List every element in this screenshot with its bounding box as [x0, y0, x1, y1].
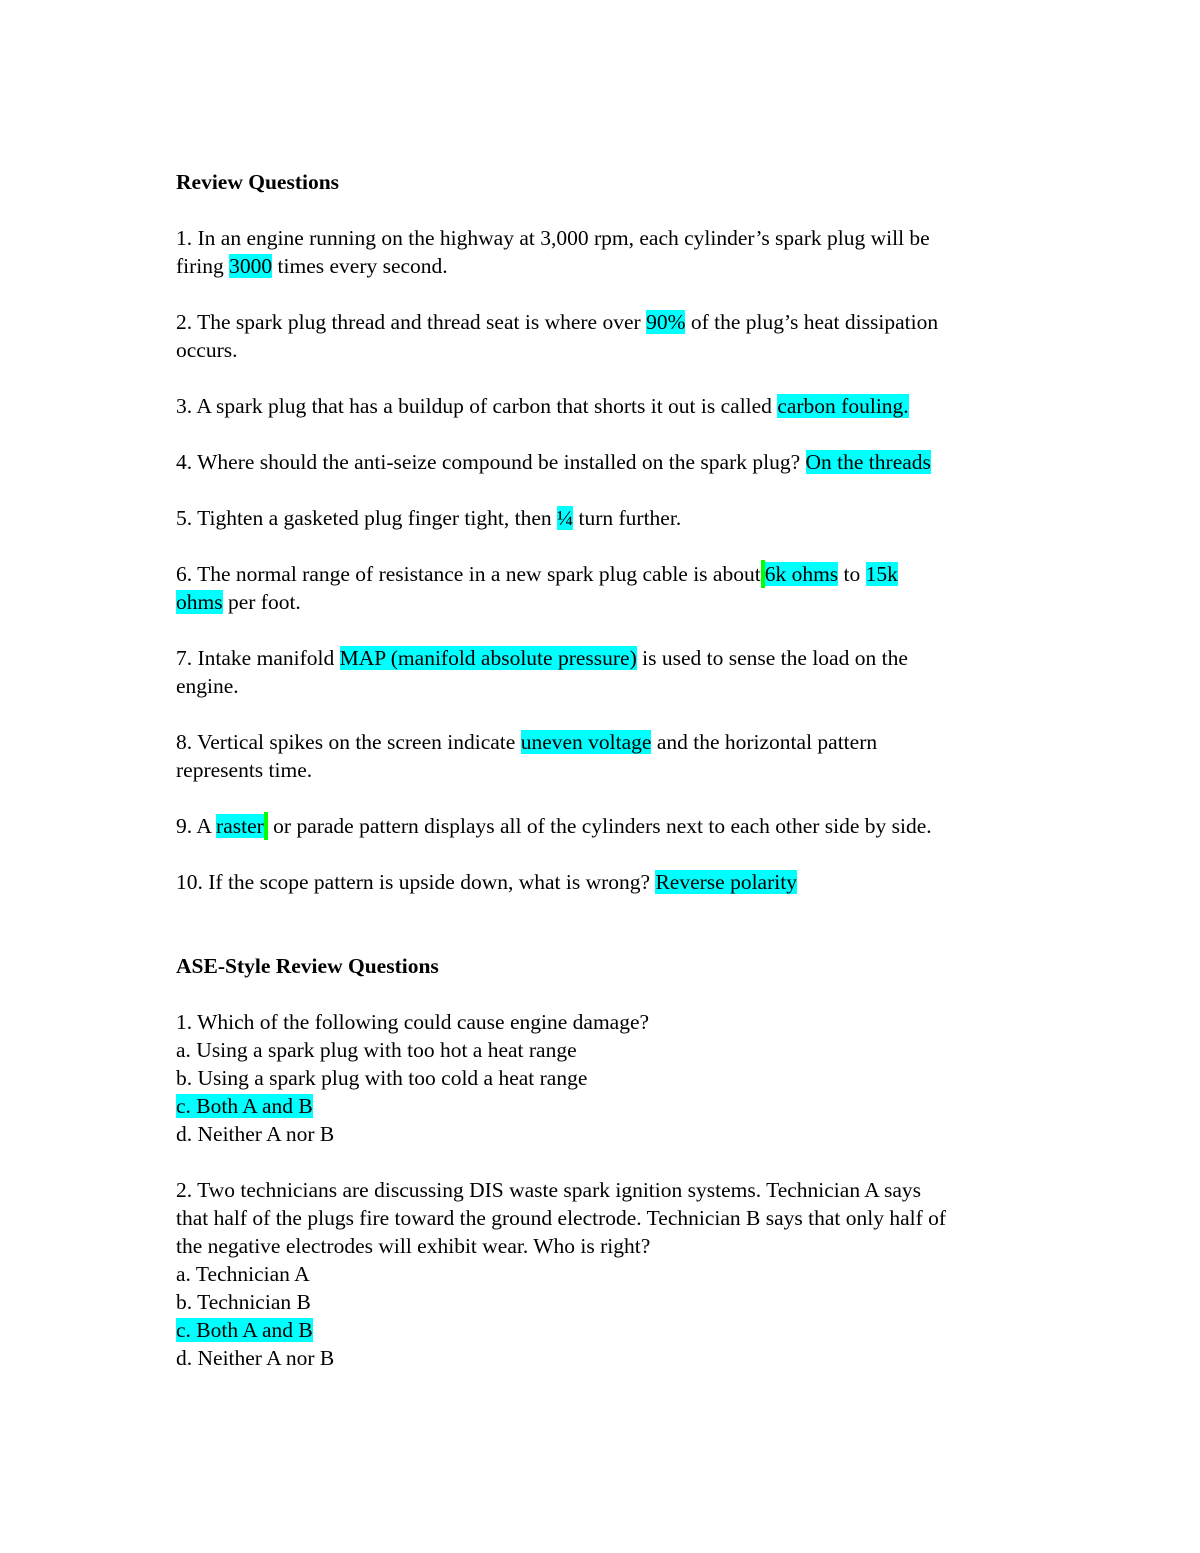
q1-answer: 3000: [229, 254, 273, 278]
q3-line-1: [176, 392, 1036, 420]
q2-text-end: of the plug’s heat dissipation: [685, 310, 939, 334]
q8-text-end: and the horizontal pattern: [651, 730, 878, 754]
q6-line-1: [176, 560, 1036, 588]
q8-line-2: represents time.: [176, 758, 313, 782]
q6-line-2: [176, 588, 1036, 616]
ase-q2-stem-2: that half of the plugs fire toward the ground electrode. Technician B says that only half of: [176, 1206, 947, 1230]
q6-answer-2a: 15k: [865, 562, 898, 586]
q7-answer: MAP (manifold absolute pressure): [339, 646, 637, 670]
q6-answer-2b: ohms: [176, 590, 223, 614]
review-question-7: [176, 644, 1036, 700]
q6-text-mid: to: [838, 562, 866, 586]
ase-q1-option-c: [176, 1092, 1036, 1120]
q1-text: firing: [176, 254, 230, 278]
q9-text-end: or parade pattern displays all of the cylinders next to each other side by side.: [267, 814, 932, 838]
ase-q2-option-a: a. Technician A: [176, 1262, 310, 1286]
ase-question-1: [176, 1008, 1036, 1148]
q7-line-2: engine.: [176, 674, 239, 698]
ase-q1-option-a: a. Using a spark plug with too hot a heat range: [176, 1038, 577, 1062]
ase-q1-option-d: d. Neither A nor B: [176, 1122, 335, 1146]
ase-q2-option-d: d. Neither A nor B: [176, 1346, 335, 1370]
q2-text: 2. The spark plug thread and thread seat is where over: [176, 310, 647, 334]
ase-q2-option-c: [176, 1316, 1036, 1344]
ase-questions-heading: ASE-Style Review Questions: [176, 954, 439, 978]
ase-q2-stem-1: 2. Two technicians are discussing DIS waste spark ignition systems. Technician A says: [176, 1178, 922, 1202]
review-question-4: [176, 448, 1036, 476]
q8-answer: uneven voltage: [520, 730, 652, 754]
q5-line-1: [176, 504, 1036, 532]
review-question-10: [176, 868, 1036, 896]
q6-text-end: per foot.: [222, 590, 301, 614]
q10-answer: Reverse polarity: [655, 870, 797, 894]
review-question-3: [176, 392, 1036, 420]
review-questions-heading: Review Questions: [176, 170, 340, 194]
q8-line-1: [176, 728, 1036, 756]
review-question-6: [176, 560, 1036, 616]
q3-answer: carbon fouling.: [777, 394, 909, 418]
ase-q2-answer: c. Both A and B: [176, 1318, 313, 1342]
q9-answer: raster: [216, 814, 264, 838]
ase-q1-option-b: b. Using a spark plug with too cold a heat range: [176, 1066, 588, 1090]
q4-line-1: [176, 448, 1036, 476]
document-page: [176, 168, 1036, 1400]
q4-text: 4. Where should the anti-seize compound be installed on the spark plug?: [176, 450, 806, 474]
q2-answer: 90%: [646, 310, 686, 334]
q9-text: 9. A: [176, 814, 217, 838]
section-spacer: [176, 924, 1036, 952]
q1-line-2: [176, 252, 1036, 280]
q8-text: 8. Vertical spikes on the screen indicate: [176, 730, 521, 754]
q5-answer: ¼: [557, 506, 574, 530]
ase-question-2: [176, 1176, 1036, 1372]
review-question-5: [176, 504, 1036, 532]
review-question-1: [176, 224, 1036, 280]
q10-line-1: [176, 868, 1036, 896]
review-question-9: [176, 812, 1036, 840]
q7-text-end: is used to sense the load on the: [636, 646, 908, 670]
review-question-8: [176, 728, 1036, 784]
q1-line-1: 1. In an engine running on the highway at 3,000 rpm, each cylinder’s spark plug will be: [176, 226, 930, 250]
q5-text: 5. Tighten a gasketed plug finger tight, then: [176, 506, 557, 530]
q1-text-end: times every second.: [272, 254, 448, 278]
q6-text: 6. The normal range of resistance in a new spark plug cable is about: [176, 562, 761, 586]
q3-text: 3. A spark plug that has a buildup of carbon that shorts it out is called: [176, 394, 778, 418]
ase-q2-stem-3: the negative electrodes will exhibit wear. Who is right?: [176, 1234, 651, 1258]
q7-text: 7. Intake manifold: [176, 646, 340, 670]
ase-q2-option-b: b. Technician B: [176, 1290, 311, 1314]
q2-line-1: [176, 308, 1036, 336]
q9-line-1: [176, 812, 1036, 840]
q6-answer-1: 6k ohms: [764, 562, 839, 586]
ase-q1-answer: c. Both A and B: [176, 1094, 313, 1118]
q4-answer: On the threads: [805, 450, 931, 474]
review-question-2: [176, 308, 1036, 364]
q2-line-2: occurs.: [176, 338, 238, 362]
q10-text: 10. If the scope pattern is upside down, what is wrong?: [176, 870, 656, 894]
q7-line-1: [176, 644, 1036, 672]
q5-text-end: turn further.: [573, 506, 682, 530]
ase-q1-stem: 1. Which of the following could cause engine damage?: [176, 1010, 650, 1034]
